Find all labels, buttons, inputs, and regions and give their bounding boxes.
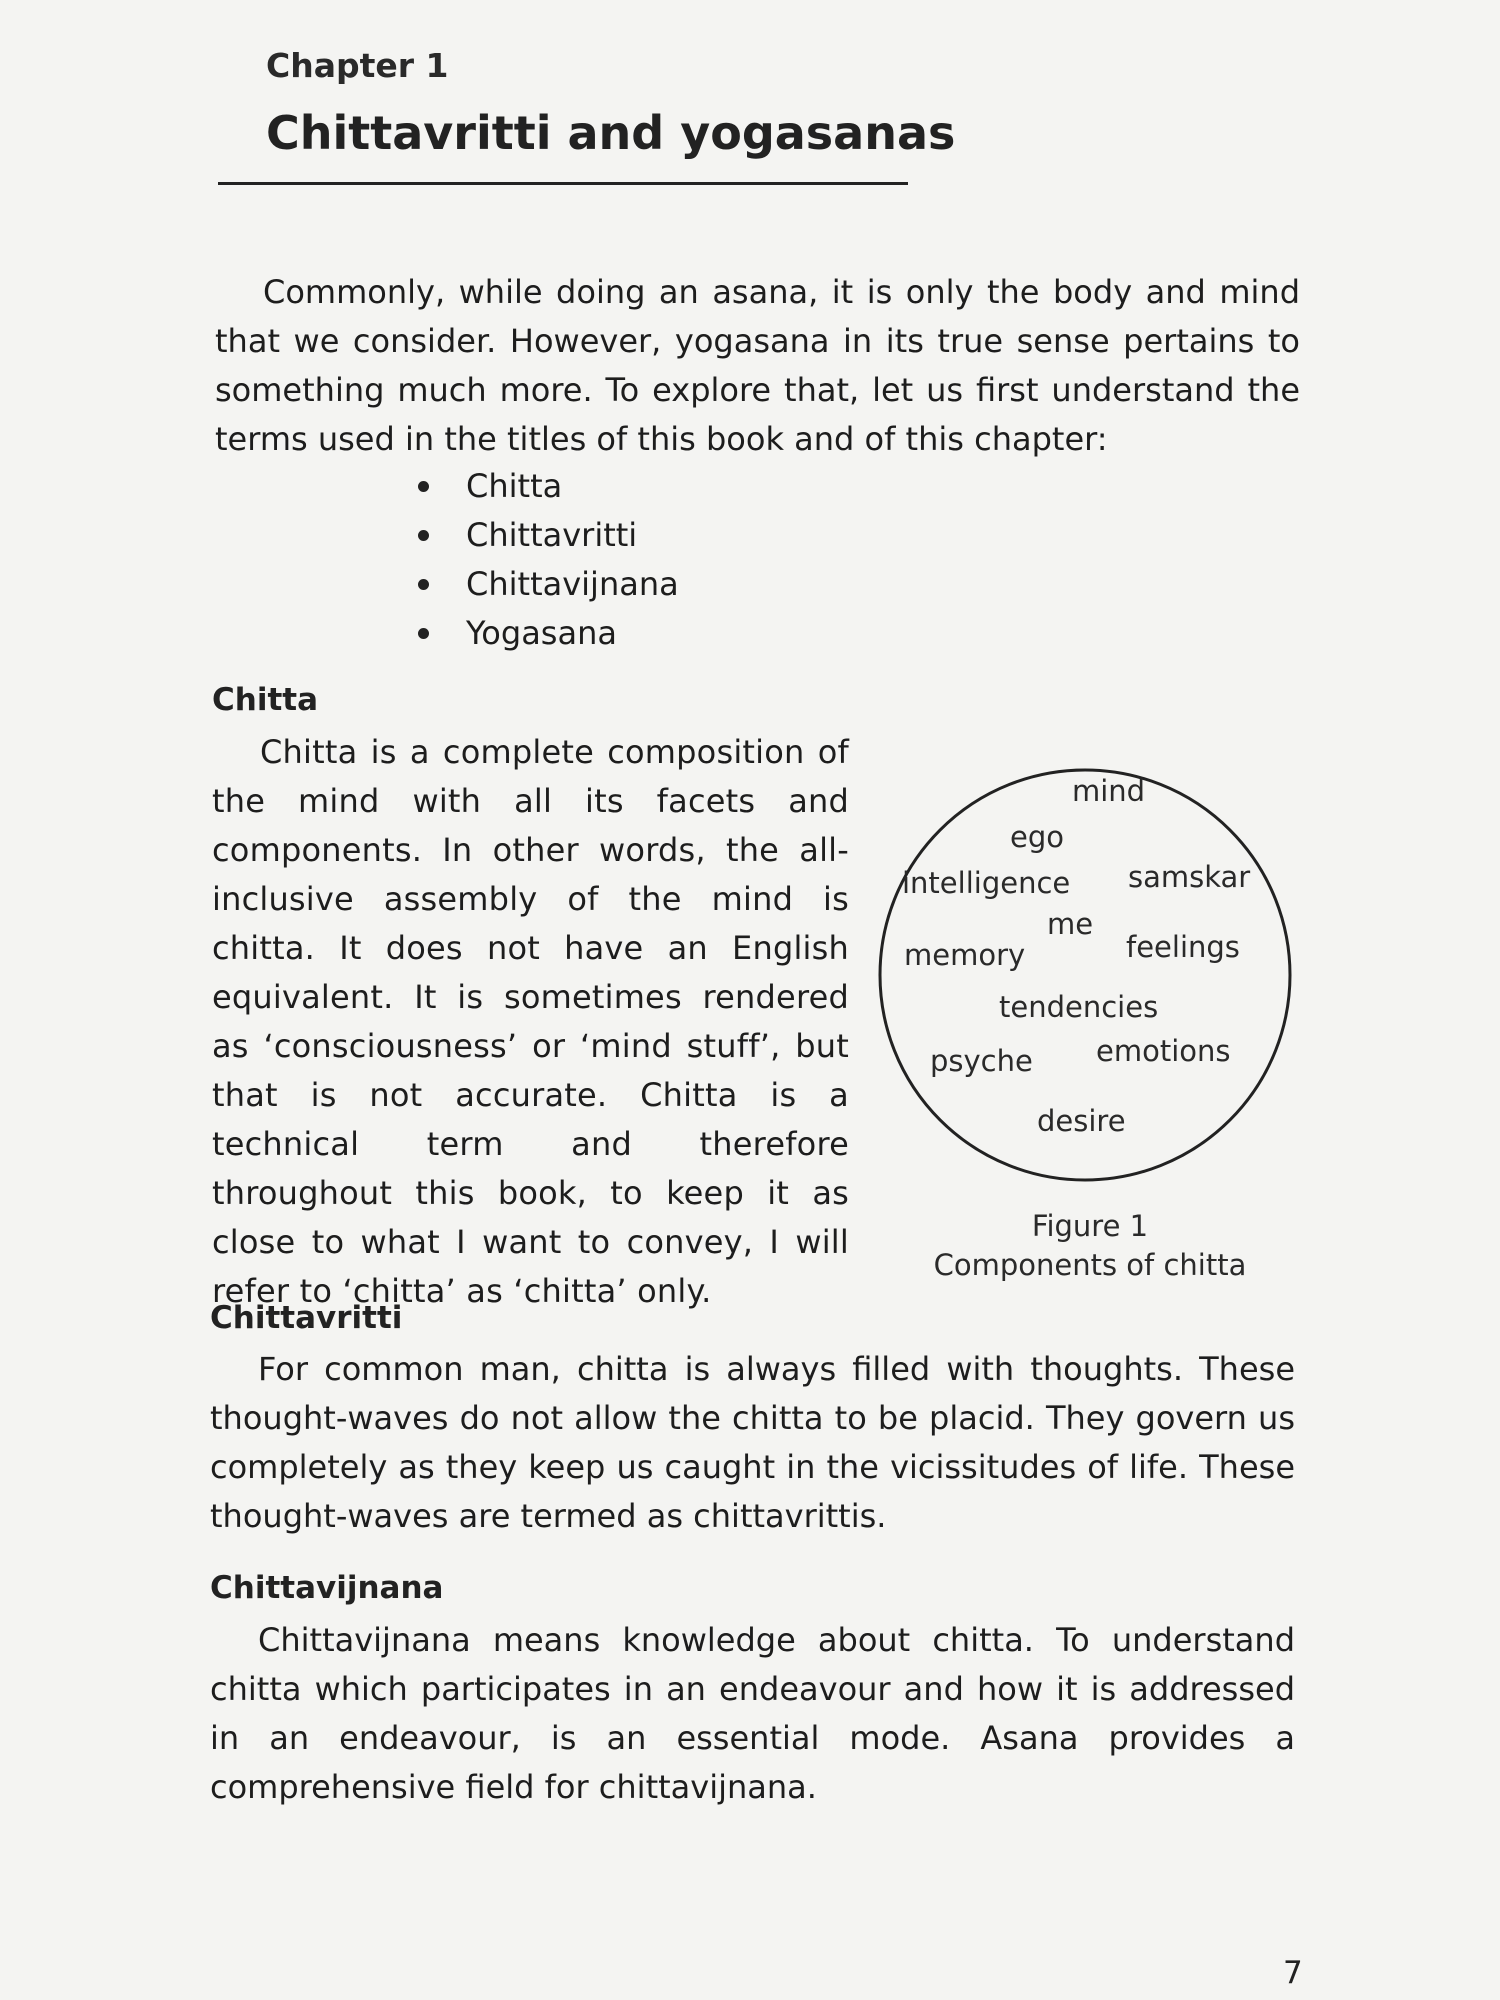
component-intelligence: intelligence: [902, 866, 1071, 900]
list-item-label: Chitta: [466, 467, 563, 505]
title-underline: [218, 182, 908, 185]
intro-paragraph: Commonly, while doing an asana, it is only the body and mind that we consider. However, yogasana in its true sense pertains to something much more. To explore that, let us first understand the terms used in the titles of this book and of this chapter:: [215, 273, 1300, 458]
section-heading-chittavritti: Chittavritti: [210, 1300, 403, 1336]
chitta-paragraph: Chitta is a complete composition of the mind with all its facets and components. In other words, the all-inclusive assembly of the mind is chitta. It does not have an English equivalent. It is sometimes rendered as ‘consciousness’ or ‘mind stuff’, but that is not accurate. Chitta is a technical term and therefore throughout this book, to keep it as close to what I want to convey, I will refer to ‘chitta’ as ‘chitta’ only.: [212, 733, 849, 1310]
figure-number: Figure 1: [1031, 1209, 1149, 1243]
chittavijnana-paragraph: Chittavijnana means knowledge about chitta. To understand chitta which participates in an endeavour and how it is addressed in an endeavour, is an essential mode. Asana provides a comprehensive field for chittavijnana.: [210, 1621, 1295, 1806]
bullet-icon: [418, 481, 429, 492]
list-item: [410, 560, 679, 609]
chapter-title: Chittavritti and yogasanas: [266, 106, 956, 160]
section-heading-chittavijnana: Chittavijnana: [210, 1570, 444, 1606]
component-samskar: samskar: [1128, 860, 1251, 894]
component-emotions: emotions: [1096, 1034, 1231, 1068]
list-item-label: Chittavritti: [466, 516, 638, 554]
component-ego: ego: [1010, 820, 1064, 854]
component-feelings: feelings: [1126, 930, 1240, 964]
list-item-label: Chittavijnana: [466, 565, 679, 603]
component-psyche: psyche: [930, 1044, 1033, 1078]
figure-components-of-chitta: [872, 752, 1308, 1243]
component-me: me: [1047, 907, 1094, 941]
section-heading-chitta: Chitta: [212, 682, 319, 718]
figure-caption: Components of chitta: [933, 1248, 1247, 1282]
list-item-label: Yogasana: [466, 614, 617, 652]
bullet-icon: [418, 530, 429, 541]
component-desire: desire: [1037, 1104, 1126, 1138]
list-item: [410, 511, 679, 560]
component-mind: mind: [1072, 774, 1146, 808]
component-tendencies: tendencies: [999, 990, 1159, 1024]
bullet-icon: [418, 628, 429, 639]
list-item: [410, 462, 679, 511]
component-memory: memory: [904, 938, 1026, 972]
chittavritti-paragraph: For common man, chitta is always filled with thoughts. These thought-waves do not allow the chitta to be placid. They govern us completely as they keep us caught in the vicissitudes of life. These thought-waves are termed as chittavrittis.: [210, 1350, 1295, 1535]
bullet-icon: [418, 579, 429, 590]
page-number: 7: [1283, 1955, 1303, 1991]
terms-list: [410, 462, 679, 658]
chapter-label: Chapter 1: [266, 46, 449, 85]
list-item: [410, 609, 679, 658]
